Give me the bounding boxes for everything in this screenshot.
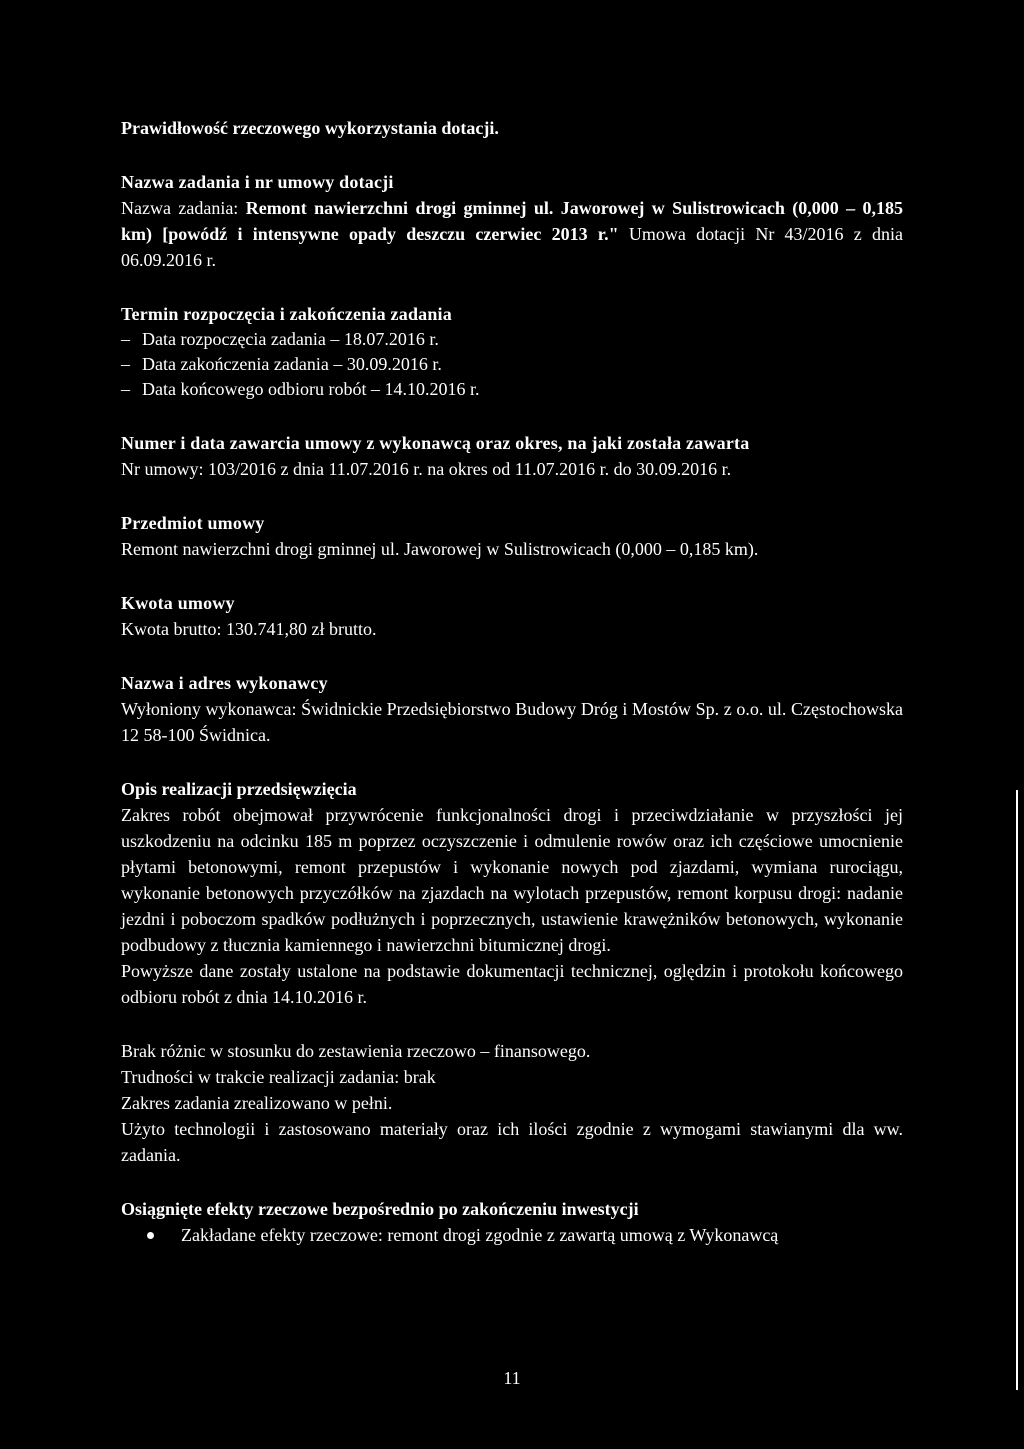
section-task-text xyxy=(121,195,903,273)
section-subject-text: Remont nawierzchni drogi gminnej ul. Jaworowej w Sulistrowicach (0,000 – 0,185 km). xyxy=(121,539,759,559)
section-subject-heading: Przedmiot umowy xyxy=(121,513,265,533)
task-name: Remont nawierzchni drogi gminnej ul. Jaworowej w Sulistrowicach (0,000 – 0,185 km) [powódź i intensywne opady deszczu czerwiec 2013 r." xyxy=(121,198,903,244)
section-contract-heading: Numer i data zawarcia umowy z wykonawcą oraz okres, na jaki została zawarta xyxy=(121,433,750,453)
section-dates-heading: Termin rozpoczęcia i zakończenia zadania xyxy=(121,304,452,324)
note-line: Brak różnic w stosunku do zestawienia rzeczowo – finansowego. xyxy=(121,1041,591,1061)
document-title: Prawidłowość rzeczowego wykorzystania dotacji. xyxy=(121,118,499,138)
bullet-icon xyxy=(147,1232,154,1239)
section-description-paragraph-1: Zakres robót obejmował przywrócenie funkcjonalności drogi i przeciwdziałanie w przyszłości jej uszkodzeniu na odcinku 185 m poprzez oczyszczenie i odmulenie rowów oraz ich częściowe umocnienie płytami betonowymi, remont przepustów i wykonanie nowych pod zjazdami, wymiana rurociągu, wykonanie betonowych przyczółków na zjazdach na wylotach przepustów, remont korpusu drogi: nadanie jezdni i poboczom spadków podłużnych i poprzecznych, ustawienie krawężników betonowych, wykonanie podbudowy z tłucznia kamiennego i nawierzchni bitumicznej drogi. xyxy=(121,805,903,955)
date-start: – Data rozpoczęcia zadania – 18.07.2016 r. xyxy=(121,327,903,352)
dates-list xyxy=(121,327,903,402)
section-amount-text: Kwota brutto: 130.741,80 zł brutto. xyxy=(121,619,377,639)
effects-list-item xyxy=(121,1222,903,1248)
page-number: 11 xyxy=(503,1368,521,1388)
task-prefix: Nazwa zadania: xyxy=(121,198,246,218)
section-description-heading: Opis realizacji przedsięwzięcia xyxy=(121,779,357,799)
effects-item-text: Zakładane efekty rzeczowe: remont drogi zgodnie z zawartą umową z Wykonawcą xyxy=(181,1225,779,1245)
section-amount-heading: Kwota umowy xyxy=(121,593,235,613)
date-end: – Data zakończenia zadania – 30.09.2016 r. xyxy=(121,352,903,377)
section-contractor-text: Wyłoniony wykonawca: Świdnickie Przedsiębiorstwo Budowy Dróg i Mostów Sp. z o.o. ul. Częstochowska 12 58-100 Świdnica. xyxy=(121,699,903,745)
document-page xyxy=(121,115,903,1248)
section-description-paragraph-2: Powyższe dane zostały ustalone na podstawie dokumentacji technicznej, oględzin i protokołu końcowego odbioru robót z dnia 14.10.2016 r. xyxy=(121,961,903,1007)
task-suffix: Umowa dotacji Nr 43/2016 z dnia 06.09.2016 r. xyxy=(121,224,903,270)
date-final-acceptance: – Data końcowego odbioru robót – 14.10.2016 r. xyxy=(121,377,903,402)
note-line: Zakres zadania zrealizowano w pełni. xyxy=(121,1093,393,1113)
note-line: Trudności w trakcie realizacji zadania: brak xyxy=(121,1067,436,1087)
effects-list xyxy=(121,1222,903,1248)
section-effects-heading: Osiągnięte efekty rzeczowe bezpośrednio po zakończeniu inwestycji xyxy=(121,1199,639,1219)
section-contract-text: Nr umowy: 103/2016 z dnia 11.07.2016 r. na okres od 11.07.2016 r. do 30.09.2016 r. xyxy=(121,459,732,479)
section-task-heading: Nazwa zadania i nr umowy dotacji xyxy=(121,172,394,192)
note-line: Użyto technologii i zastosowano materiały oraz ich ilości zgodnie z wymogami stawianymi dla ww. zadania. xyxy=(121,1119,903,1165)
section-contractor-heading: Nazwa i adres wykonawcy xyxy=(121,673,328,693)
margin-line xyxy=(1016,790,1018,1390)
